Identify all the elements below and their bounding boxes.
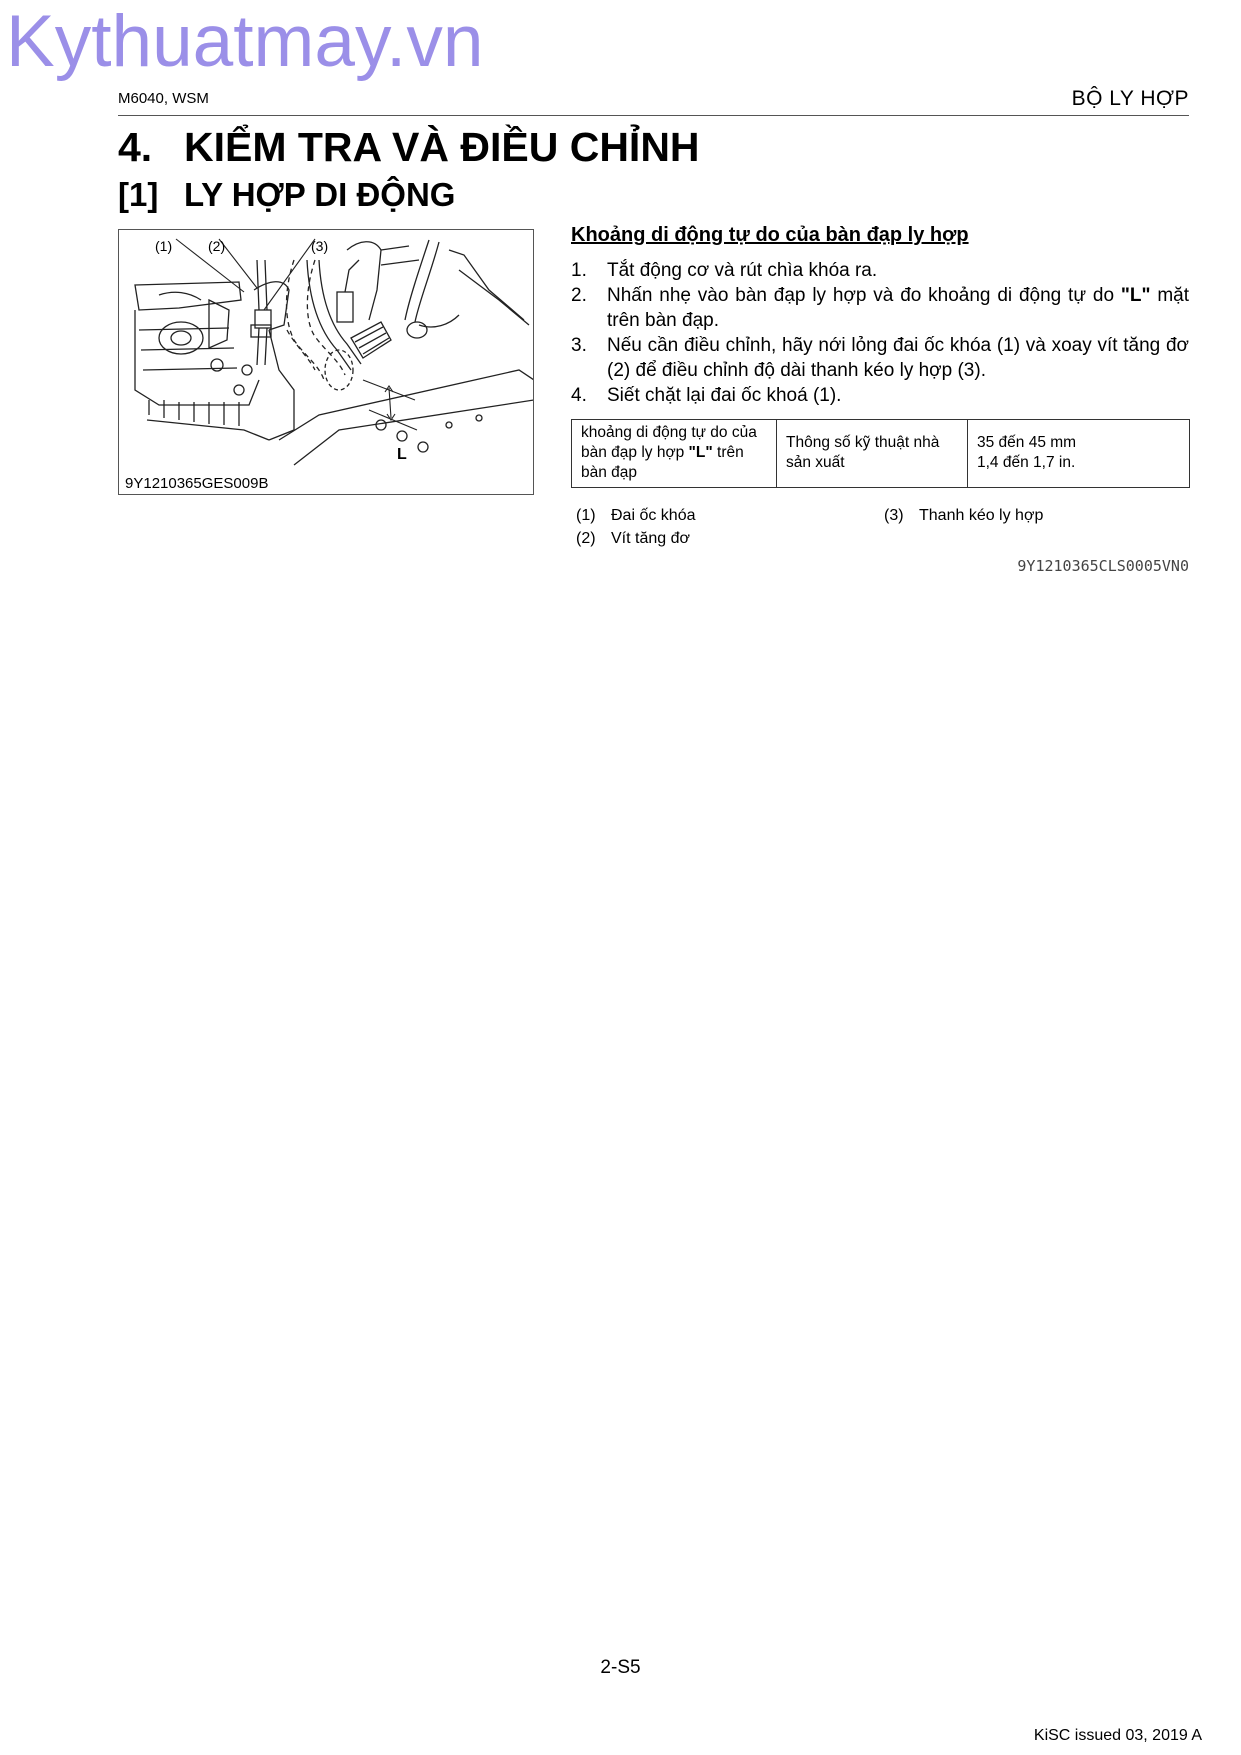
watermark: Kythuatmay.vn [6,1,484,82]
legend-number: (2) [576,530,596,547]
clutch-pedal-illustration [119,230,534,495]
step-text: Nếu cần điều chỉnh, hãy nới lỏng đai ốc khóa (1) và xoay vít tăng đơ (2) để điều chỉnh độ dài thanh kéo ly hợp (3). [607,335,1189,381]
spec-item-text: khoảng di động tự do của bàn đạp ly hợp [581,424,757,461]
spec-table [571,419,1190,488]
callout-2: (2) [208,238,226,254]
spec-value-cell [968,420,1190,488]
legend-item-1 [576,507,696,525]
step-number: 2. [571,285,587,306]
spec-value-in: 1,4 đến 1,7 in. [977,454,1076,471]
page-number: 2-S5 [600,1657,641,1678]
step-number: 4. [571,385,587,406]
step-item [571,258,1189,283]
step-text: mặt trên bàn đạp. [607,285,1189,331]
step-item [571,283,1189,333]
spec-type-cell: Thông số kỹ thuật nhà sản xuất [777,420,968,488]
document-code: 9Y1210365CLS0005VN0 [1017,557,1189,575]
section-number: 4. [118,124,153,170]
callout-3: (3) [311,238,329,254]
spec-item-text: trên bàn đạp [581,444,744,481]
step-item [571,333,1189,383]
clutch-pedal-figure [118,229,534,495]
callout-1: (1) [155,238,173,254]
legend-item-3 [884,507,1043,525]
spec-item-cell [572,420,777,488]
legend-item-2 [576,530,690,548]
subsection-heading [118,176,455,214]
legend-number: (3) [884,507,904,524]
legend-number: (1) [576,507,596,524]
header-rule [118,115,1189,116]
subsection-number: [1] [118,176,159,213]
legend-label: Thanh kéo ly hợp [919,507,1044,524]
subsection-title: LY HỢP DI ĐỘNG [184,176,456,213]
step-item [571,383,1189,408]
spec-row [572,420,1190,488]
step-text-bold: "L" [1120,285,1151,306]
dimension-label-L: L [397,446,407,463]
section-title: KIỂM TRA VÀ ĐIỀU CHỈNH [184,124,700,170]
header-chapter: BỘ LY HỢP [1071,87,1189,110]
step-number: 1. [571,260,587,281]
procedure-title: Khoảng di động tự do của bàn đạp ly hợp [571,224,969,246]
step-text: Nhấn nhẹ vào bàn đạp ly hợp và đo khoảng di động tự do [607,285,1121,306]
legend-label: Đai ốc khóa [611,507,696,524]
step-text: Siết chặt lại đai ốc khoá (1). [607,385,842,406]
section-heading [118,124,700,171]
spec-value-mm: 35 đến 45 mm [977,434,1077,451]
step-number: 3. [571,335,587,356]
spec-item-bold: "L" [688,444,713,461]
header-model: M6040, WSM [118,90,209,107]
legend-label: Vít tăng đơ [611,530,690,547]
issue-info: KiSC issued 03, 2019 A [1033,1727,1202,1744]
procedure-steps [571,258,1189,408]
figure-code: 9Y1210365GES009B [125,475,269,492]
step-text: Tắt động cơ và rút chìa khóa ra. [607,260,878,281]
